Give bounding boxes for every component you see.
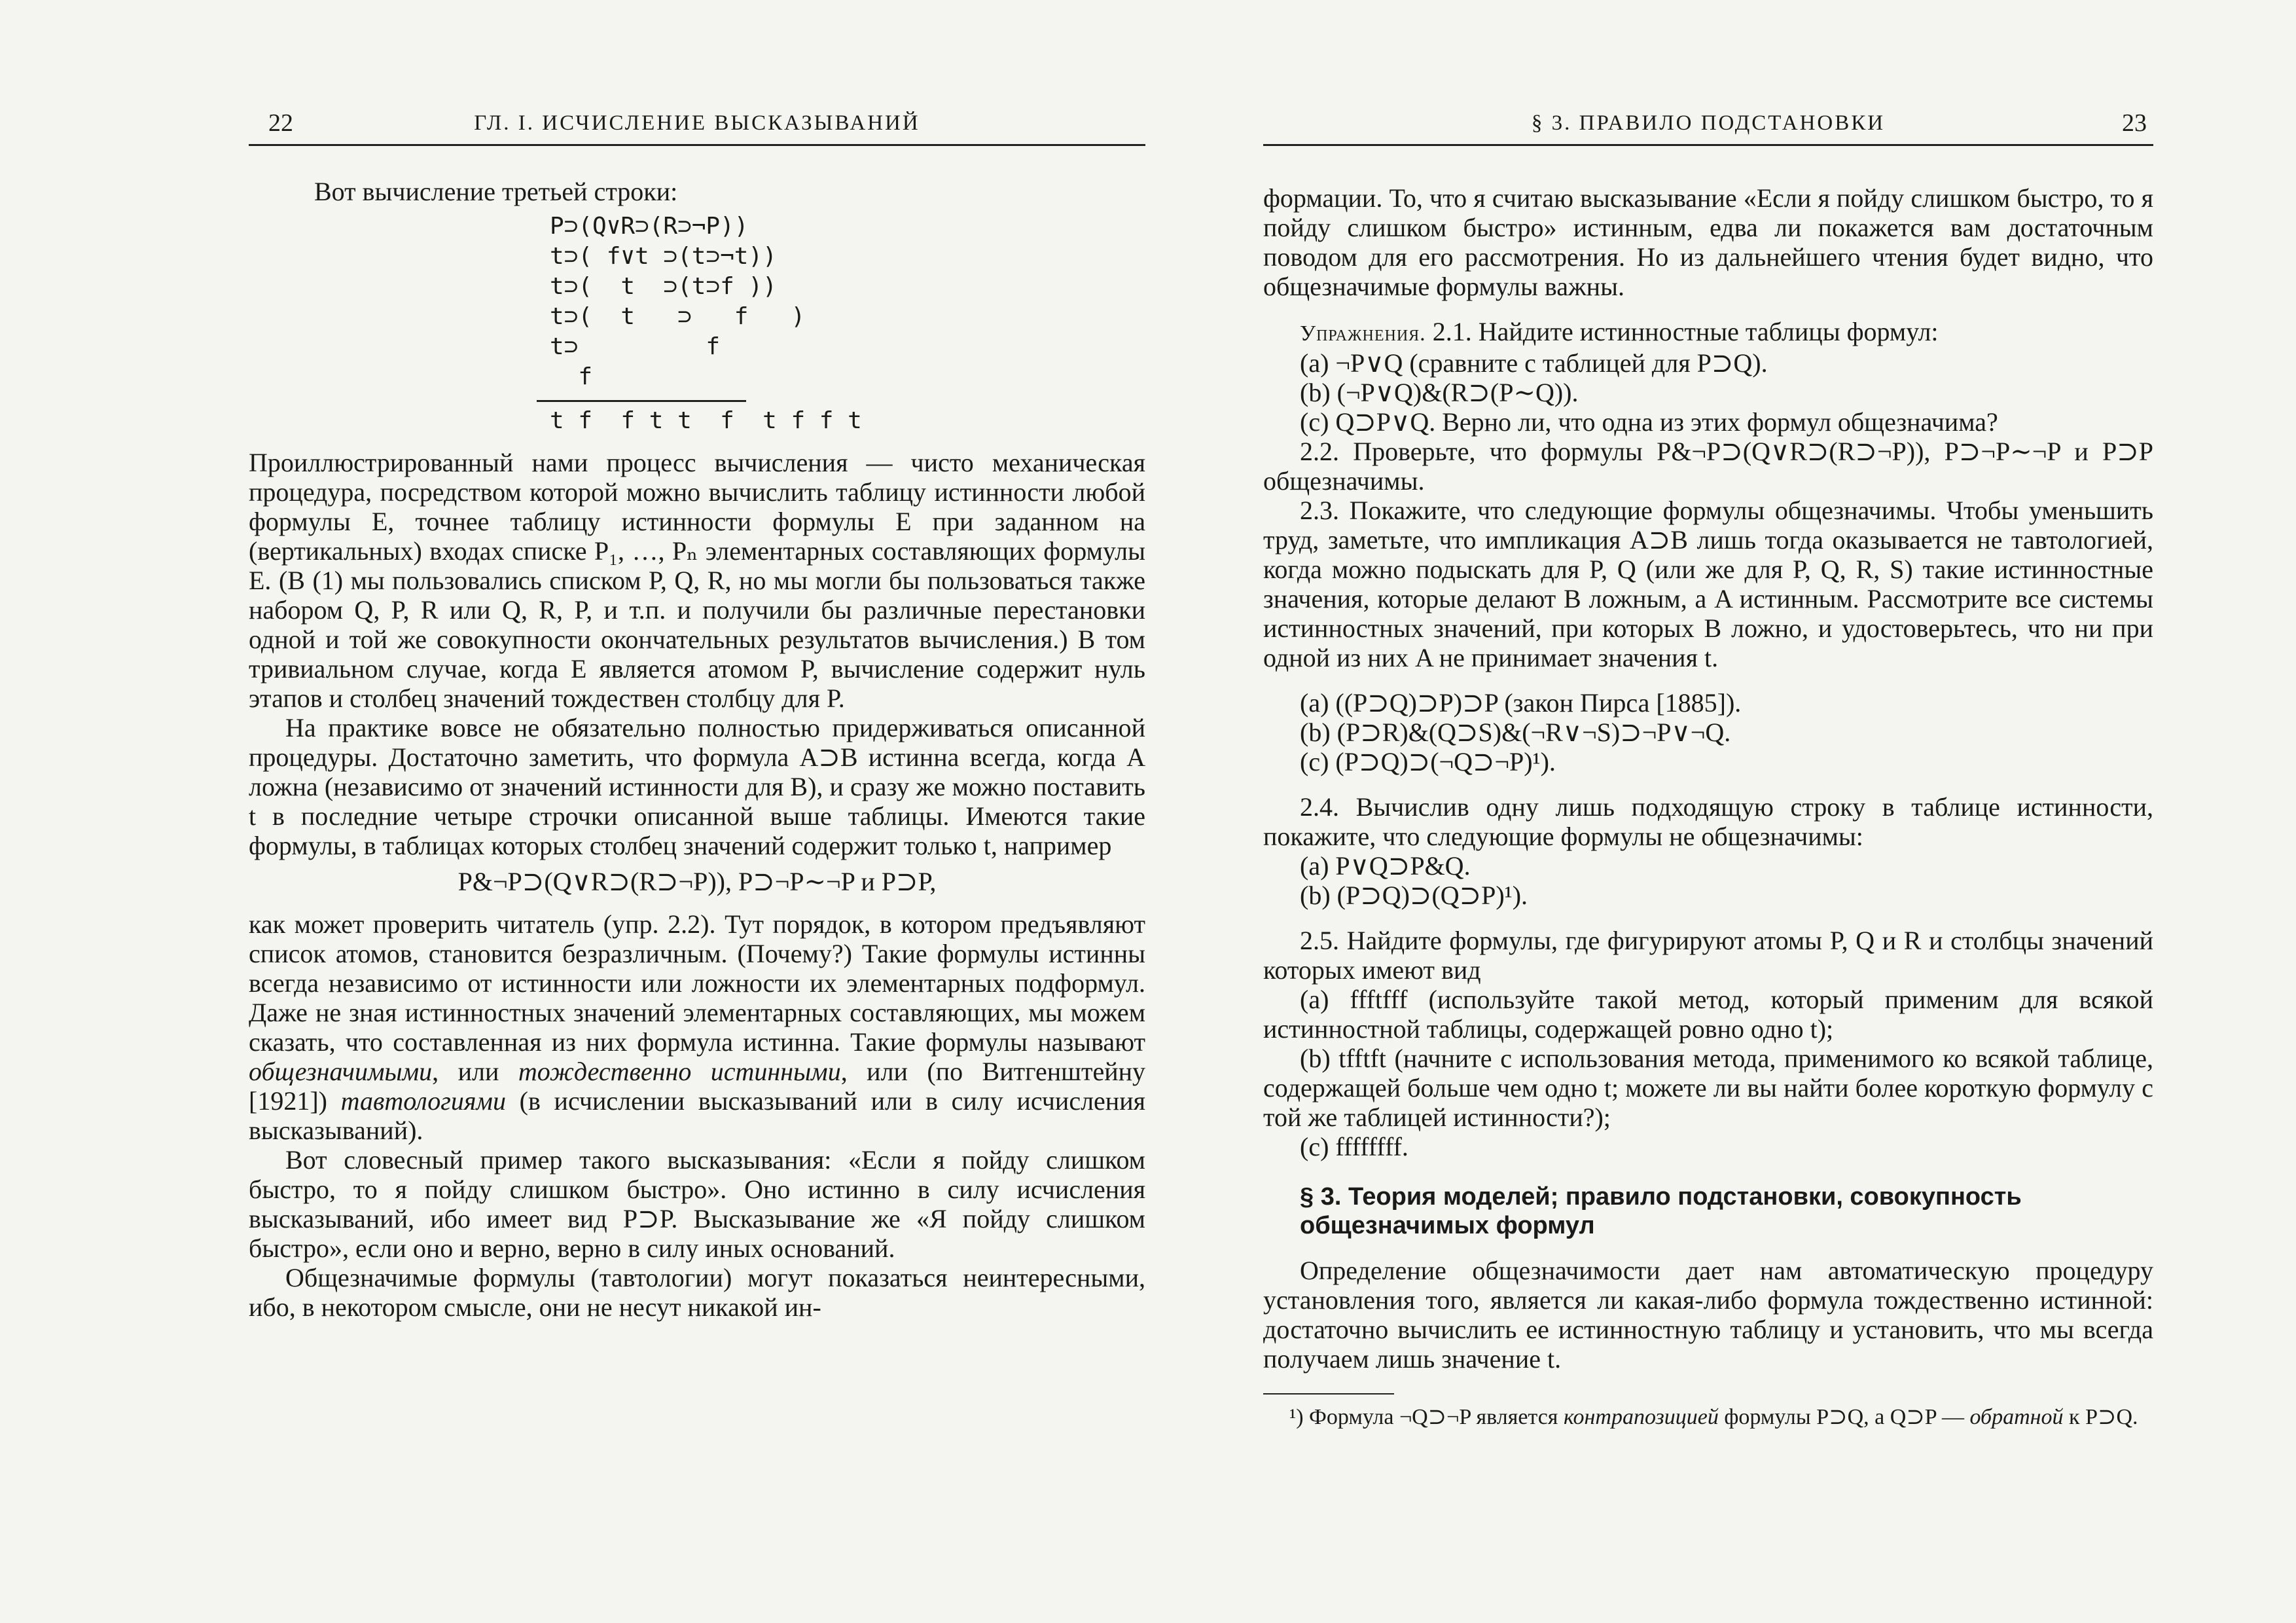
right-running-head: [1263, 105, 2153, 146]
exercise-2-3-c: (c) (P⊃Q)⊃(¬Q⊃¬P)¹).: [1300, 747, 1556, 776]
term-tozhdestvenno-istinnye: тождественно истинными: [518, 1057, 841, 1086]
left-body: [249, 177, 1145, 1322]
left-page-number: 22: [268, 109, 293, 137]
calc-row: t⊃ f: [550, 333, 721, 360]
left-paragraph-5: Общезначимые формулы (тавтологии) могут показаться неинтересными, ибо, в некотором смысле, они не несут никакой ин-: [249, 1263, 1145, 1322]
exercise-2-1-a: (a) ¬P∨Q (сравните с таблицей для P⊃Q).: [1300, 348, 1768, 378]
right-body: [1263, 183, 2153, 1431]
exercise-2-5-a: (a) ffftfff (используйте такой метод, который применим для всякой истинностной таблицы, содержащей ровно одно t);: [1263, 985, 2153, 1044]
calc-row: P⊃(Q∨R⊃(R⊃¬P)): [550, 213, 749, 240]
section-heading: § 3. Теория моделей; правило подстановки, совокупность общезначимых формул: [1300, 1183, 2022, 1239]
footnote-term-converse: обратной: [1969, 1405, 2064, 1429]
footnote-divider: [1263, 1393, 1394, 1395]
left-running-head: [249, 105, 1145, 146]
exercise-2-5: 2.5. Найдите формулы, где фигурируют атомы P, Q и R и столбцы значений которых имеют вид: [1263, 926, 2153, 985]
footnote: [1263, 1404, 2153, 1431]
exercise-2-4-a: (a) P∨Q⊃P&Q.: [1300, 851, 1471, 881]
exercise-2-5-b: (b) tfftft (начните с использования метода, применимого ко всякой таблице, содержащей больше чем одно t; можете ли вы найти более короткую формулу с той же таблицей истинности?);: [1263, 1044, 2153, 1132]
left-paragraph-1: Проиллюстрированный нами процесс вычисления — чисто механическая процедура, посредством которой можно вычислить таблицу истинности любой формулы E, точнее таблицу истинности формулы E при заданном на (вертикальных) входах списке P₁, …, Pₙ элементарных составляющих формулы E. (В (1) мы пользовались списком P, Q, R, но мы могли бы пользоваться также набором Q, P, R или Q, R, P, и т.п. и получили бы различные перестановки одной и той же совокупности окончательных результатов вычисления.) В том тривиальном случае, когда E является атомом P, вычисление содержит нуль этапов и столбец значений тождествен столбцу для P.: [249, 448, 1145, 713]
calc-row: t⊃( t ⊃ f ): [550, 303, 806, 330]
calc-row: t⊃( f∨t ⊃(t⊃¬t)): [550, 243, 777, 270]
calc-row: f: [550, 363, 593, 390]
left-paragraph-2: На практике вовсе не обязательно полностью придерживаться описанной процедуры. Достаточно заметить, что формула A⊃B истинна всегда, когда A ложна (независимо от значений истинности для B), и сразу же можно поставить t в последние четыре строчки описанной выше таблицы. Имеются такие формулы, в таблицах которых столбец значений содержит только t, например: [249, 713, 1145, 860]
term-obshcheznachimye: общезначимыми: [249, 1057, 433, 1086]
exercise-2-2: 2.2. Проверьте, что формулы P&¬P⊃(Q∨R⊃(R⊃¬P)), P⊃¬P∼¬P и P⊃P общезначимы.: [1263, 437, 2153, 496]
exercise-2-1-b: (b) (¬P∨Q)&(R⊃(P∼Q)).: [1300, 378, 1579, 407]
calculation-table: [550, 211, 862, 436]
right-paragraph-2: Определение общезначимости дает нам автоматическую процедуру установления того, является ли какая-либо формула тождественно истинной: достаточно вычислить ее истинностную таблицу и установить, что мы всегда получаем лишь значение t.: [1263, 1256, 2153, 1374]
exercise-2-5-c: (c) ffffffff.: [1300, 1132, 1408, 1161]
exercise-2-1: [1300, 317, 2153, 348]
exercises-title: Упражнения.: [1300, 321, 1426, 346]
exercise-2-4-b: (b) (P⊃Q)⊃(Q⊃P)¹).: [1300, 881, 1528, 910]
exercise-2-3: 2.3. Покажите, что следующие формулы общезначимы. Чтобы уменьшить труд, заметьте, что импликация A⊃B лишь тогда оказывается не тавтологией, когда можно подыскать для P, Q (или же для P, Q, R, S) такие истинностные значения, которые делают B ложным, а A истинным. Рассмотрите все системы истинностных значений, при которых B ложно, и удостоверьтесь, что ни при одной из них A не принимает значения t.: [1263, 496, 2153, 672]
left-paragraph-4: Вот словесный пример такого высказывания: «Если я пойду слишком быстро, то я пойду слишком быстро». Оно истинно в силу исчисления высказываний, ибо имеет вид P⊃P. Высказывание же «Я пойду слишком быстро», если оно и верно, верно в силу иных оснований.: [249, 1145, 1145, 1263]
exercise-2-1-text: 2.1. Найдите истинностные таблицы формул:: [1432, 317, 1939, 346]
p3-text-b: , или: [432, 1057, 499, 1086]
footnote-term-contraposition: контрапозицией: [1563, 1405, 1719, 1429]
footnote-text-b: формулы P⊃Q, а Q⊃P —: [1724, 1405, 1964, 1429]
right-page-number: 23: [2122, 109, 2147, 137]
term-tavtologii: тавтологиями: [340, 1086, 506, 1116]
footnote-text-c: к P⊃Q.: [2069, 1405, 2138, 1429]
exercise-2-3-a: (a) ((P⊃Q)⊃P)⊃P (закон Пирса [1885]).: [1300, 688, 1742, 718]
exercise-2-4: 2.4. Вычислив одну лишь подходящую строку в таблице истинности, покажите, что следующие формулы не общезначимы:: [1263, 792, 2153, 851]
tautology-examples: P&¬P⊃(Q∨R⊃(R⊃¬P)), P⊃¬P∼¬P и P⊃P,: [457, 867, 937, 896]
right-paragraph-1: формации. То, что я считаю высказывание «Если я пойду слишком быстро, то я пойду слишком быстро» истинным, едва ли покажется вам достаточным поводом для его рассмотрения. Но из дальнейшего чтения будет видно, что общезначимые формулы важны.: [1263, 183, 2153, 301]
left-header-title: ГЛ. I. ИСЧИСЛЕНИЕ ВЫСКАЗЫВАНИЙ: [474, 111, 920, 135]
calc-intro: Вот вычисление третьей строки:: [314, 177, 678, 206]
exercise-2-1-c: (c) Q⊃P∨Q. Верно ли, что одна из этих формул общезначима?: [1300, 407, 1998, 437]
footnote-text-a: ¹) Формула ¬Q⊃¬P является: [1289, 1405, 1558, 1429]
p3-text-a: как может проверить читатель (упр. 2.2). Тут порядок, в котором предъявляют список атомов, становится безразличным. (Почему?) Такие формулы истинны всегда независимо от истинности или ложности их элементарных подформул. Даже не зная истинностных значений элементарных составляющих, мы можем сказать, что составленная из них формула истинна. Такие формулы называют: [249, 909, 1145, 1057]
p3-text-d: (в исчислении высказываний или в силу исчисления высказываний).: [249, 1086, 1145, 1145]
p3-text-c: , или (по Витгенштейну [1921]): [249, 1057, 1146, 1116]
exercise-2-3-b: (b) (P⊃R)&(Q⊃S)&(¬R∨¬S)⊃¬P∨¬Q.: [1300, 718, 1731, 747]
left-paragraph-3: [249, 909, 1145, 1145]
calc-result: t f f t t f t f f t: [550, 407, 862, 434]
calc-row: t⊃( t ⊃(t⊃f )): [550, 273, 777, 300]
calc-divider: [537, 400, 746, 402]
right-header-title: § 3. ПРАВИЛО ПОДСТАНОВКИ: [1531, 111, 1886, 135]
